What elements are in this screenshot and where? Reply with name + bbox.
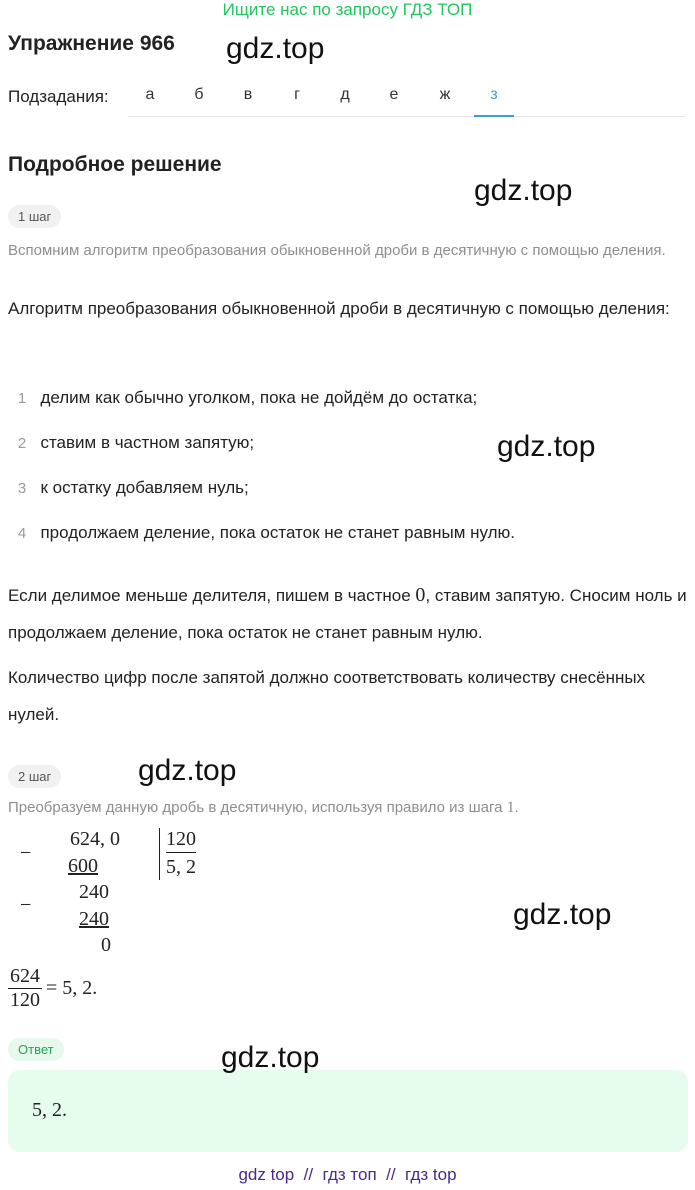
step-reference: 1 bbox=[506, 799, 515, 816]
watermark: gdz.top bbox=[138, 754, 237, 787]
watermark: gdz.top bbox=[226, 32, 325, 65]
list-text: продолжаем деление, пока остаток не станет равным нулю. bbox=[40, 523, 516, 542]
step-hint bbox=[8, 798, 678, 818]
divisor: 120 bbox=[166, 828, 196, 853]
step-badge: 1 шаг bbox=[8, 205, 61, 228]
section-title: Подробное решение bbox=[8, 153, 222, 176]
rule-text: , ставим запятую. Сносим ноль и продолжаем деление, пока остаток не станет равным нулю. bbox=[8, 586, 687, 642]
tab-z[interactable]: з bbox=[474, 86, 514, 104]
rule-text: Если делимое меньше делителя, пишем в частное bbox=[8, 586, 416, 605]
list-number: 4 bbox=[17, 525, 27, 542]
digits-paragraph: Количество цифр после запятой должно соответствовать количеству снесённых нулей. bbox=[8, 668, 646, 724]
fraction bbox=[8, 965, 42, 1012]
list-item bbox=[8, 523, 515, 543]
tab-e[interactable]: е bbox=[389, 86, 399, 103]
numerator: 624 bbox=[10, 965, 40, 987]
list-text: ставим в частном запятую; bbox=[40, 433, 255, 452]
remainder: 240 bbox=[79, 881, 109, 903]
rule-paragraph bbox=[8, 577, 688, 651]
list-number: 1 bbox=[17, 390, 27, 407]
subtrahend: 240 bbox=[79, 908, 109, 930]
watermark: gdz.top bbox=[221, 1041, 320, 1074]
tab-zh[interactable]: ж bbox=[439, 86, 451, 103]
answer-value: 5, 2. bbox=[32, 1099, 67, 1121]
subtrahend: 600 bbox=[68, 855, 98, 877]
step-badge: 2 шаг bbox=[8, 765, 61, 788]
division-bracket bbox=[159, 828, 160, 880]
dividend: 624, 0 bbox=[70, 828, 120, 850]
watermark: gdz.top bbox=[474, 174, 573, 207]
page-title: Упражнение 966 bbox=[8, 32, 175, 55]
result-value: = 5, 2. bbox=[46, 977, 98, 999]
list-item bbox=[8, 478, 249, 498]
list-number: 3 bbox=[17, 480, 27, 497]
minus-sign: − bbox=[20, 894, 32, 916]
list-item bbox=[8, 433, 254, 453]
zero-symbol: 0 bbox=[415, 584, 426, 606]
tab-b[interactable]: б bbox=[194, 86, 204, 103]
footer-links[interactable]: gdz top // гдз топ // гдз top bbox=[238, 1165, 457, 1184]
step-hint-text: Преобразуем данную дробь в десятичную, используя правило из шага bbox=[8, 799, 507, 816]
minus-sign: − bbox=[20, 842, 32, 864]
step-hint: Вспомним алгоритм преобразования обыкновенной дроби в десятичную с помощью деления. bbox=[8, 242, 666, 259]
list-text: делим как обычно уголком, пока не дойдём до остатка; bbox=[40, 388, 478, 407]
tab-a[interactable]: а bbox=[145, 86, 155, 103]
tab-g[interactable]: г bbox=[294, 86, 300, 103]
watermark: gdz.top bbox=[513, 898, 612, 931]
list-number: 2 bbox=[17, 435, 27, 452]
top-banner: Ищите нас по запросу ГДЗ ТОП bbox=[222, 0, 473, 19]
subtasks-label: Подзадания: bbox=[8, 87, 109, 106]
list-item bbox=[8, 388, 477, 408]
list-text: к остатку добавляем нуль; bbox=[40, 478, 249, 497]
result-equation bbox=[8, 965, 97, 1012]
tab-d[interactable]: д bbox=[340, 86, 350, 103]
denominator: 120 bbox=[10, 989, 40, 1011]
subtasks-tabs bbox=[128, 80, 686, 117]
watermark: gdz.top bbox=[497, 430, 596, 463]
algorithm-intro: Алгоритм преобразования обыкновенной дроби в десятичную с помощью деления: bbox=[8, 299, 670, 318]
answer-box bbox=[8, 1070, 688, 1152]
remainder: 0 bbox=[101, 934, 111, 956]
tab-v[interactable]: в bbox=[243, 86, 253, 103]
answer-badge: Ответ bbox=[8, 1038, 64, 1061]
quotient: 5, 2 bbox=[166, 856, 196, 878]
step-hint-text: . bbox=[514, 799, 519, 816]
